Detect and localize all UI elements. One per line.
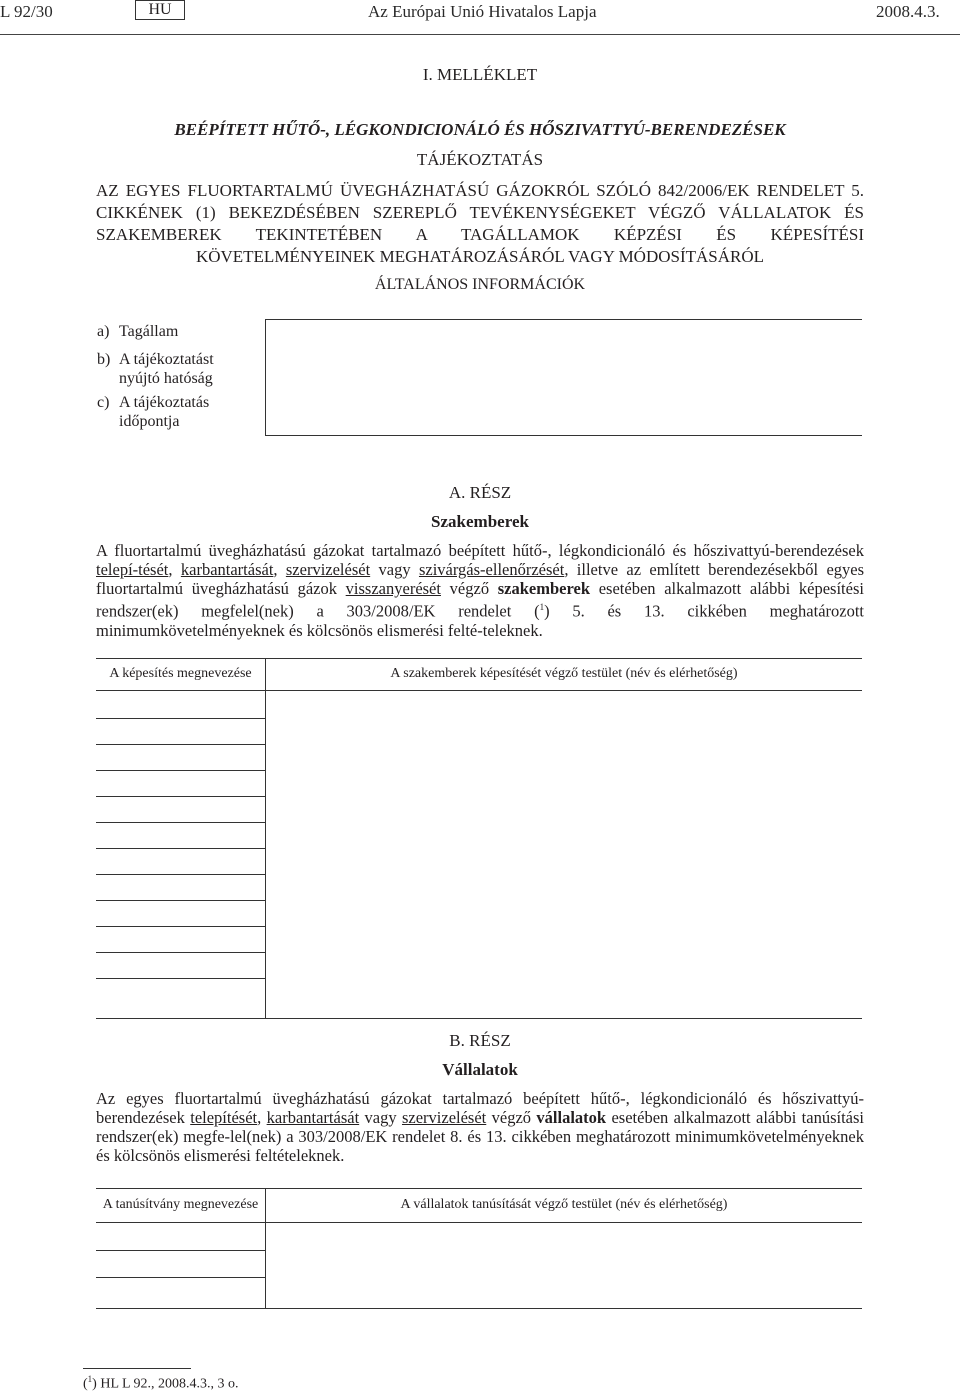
general-info-divider <box>265 319 266 435</box>
table-row <box>96 874 265 875</box>
certificate-name-header: A tanúsítvány megnevezése <box>102 1197 259 1212</box>
general-info-item-date <box>97 393 257 433</box>
part-b-paragraph: Az egyes fluortartalmú üvegházhatású gázokat tartalmazó beépített hűtő-, légkondicionáló és hőszivattyú-berendezések telepítését, karbantartását vagy szervizelését végző vállalatok esetében alkalmazott alábbi tanúsítási rendszer(ek) megfe-lel(nek) a 303/2008/EK rendelet 8. és 13. cikkében meghatározott minimumkövetelményeknek és kölcsönös elismerési feltételeknek. <box>96 1089 865 1165</box>
general-info-top-rule <box>265 319 862 320</box>
qualification-table-top-rule <box>96 658 862 659</box>
table-row <box>96 952 265 953</box>
certificate-table-top-rule <box>96 1188 862 1189</box>
general-info-item-member-state <box>97 322 257 342</box>
general-info-heading: ÁLTALÁNOS INFORMÁCIÓK <box>374 276 586 293</box>
regulation-title: AZ EGYES FLUORTARTALMÚ ÜVEGHÁZHATÁSÚ GÁZOKRÓL SZÓLÓ 842/2006/EK RENDELET 5. CIKKÉNEK (1) BEKEZDÉSÉBEN SZEREPLŐ TEVÉKENYSÉGEKET VÉGZŐ VÁLLALATOK ÉS SZAKEMBEREK TEKINTETÉBEN A TAGÁLLAMOK KÉPZÉSI ÉS KÉPESÍTÉSI KÖVETELMÉNYEINEK MEGHATÁROZÁSÁRÓL VAGY MÓDOSÍTÁSÁRÓL <box>96 181 864 266</box>
part-a-subtitle: Szakemberek <box>431 512 529 531</box>
header-divider <box>0 34 960 35</box>
table-row <box>96 1277 265 1278</box>
general-info-item-authority <box>97 350 257 390</box>
qualification-table-bottom-rule <box>96 1018 862 1019</box>
table-row <box>96 978 265 979</box>
table-row <box>96 770 265 771</box>
item-text: A tájékoztatás időpontja <box>119 394 210 430</box>
equipment-title: BEÉPÍTETT HŰTŐ-, LÉGKONDICIONÁLÓ ÉS HŐSZIVATTYÚ-BERENDEZÉSEK <box>174 120 786 139</box>
item-label: b) <box>97 351 111 368</box>
item-label: c) <box>97 394 110 411</box>
information-title: TÁJÉKOZTATÁS <box>416 150 544 169</box>
certificate-table-header-rule <box>96 1222 862 1223</box>
language-badge: HU <box>135 0 185 20</box>
part-a-title: A. RÉSZ <box>448 483 512 502</box>
qualification-body-header: A szakemberek képesítését végző testület (név és elérhetőség) <box>390 666 738 681</box>
footnote-divider <box>83 1368 191 1369</box>
table-row <box>96 718 265 719</box>
item-text: A tájékoztatást nyújtó hatóság <box>119 351 214 387</box>
part-b-title: B. RÉSZ <box>449 1031 511 1050</box>
qualification-table-column-divider <box>265 658 266 1018</box>
table-row <box>96 796 265 797</box>
table-row <box>96 900 265 901</box>
table-row <box>96 1250 265 1251</box>
publication-date: 2008.4.3. <box>876 2 940 21</box>
item-label: a) <box>97 323 110 340</box>
part-a-paragraph: A fluortartalmú üvegházhatású gázokat tartalmazó beépített hűtő-, légkondicionáló és hőszivattyú-berendezések telepí-tését, karbantartását, szervizelését vagy szivárgás-ellenőrzését, illetve az említett berendezésekből egyes fluortartalmú üvegházhatású gázok visszanyerését végző szakemberek esetében alkalmazott alábbi képesítési rendszer(ek) megfelel(nek) a 303/2008/EK rendelet ($^1$) 5. és 13. cikkében meghatározott minimumkövetelményeknek és kölcsönös elismerési felté-teleknek. <box>96 541 865 640</box>
item-text: Tagállam <box>119 323 179 340</box>
journal-title: Az Európai Unió Hivatalos Lapja <box>368 2 597 21</box>
footnote: ($^1$) HL L 92., 2008.4.3., 3 o. <box>83 1374 239 1392</box>
footnote-text: HL L 92., 2008.4.3., 3 o. <box>100 1376 239 1392</box>
page-reference: L 92/30 <box>0 2 53 21</box>
table-row <box>96 926 265 927</box>
part-b-subtitle: Vállalatok <box>442 1060 518 1079</box>
qualification-table-header-rule <box>96 690 862 691</box>
qualification-name-header: A képesítés megnevezése <box>109 666 252 681</box>
annex-title: I. MELLÉKLET <box>422 65 538 84</box>
footnote-reference: 1 <box>539 602 545 612</box>
general-info-bottom-rule <box>265 435 862 436</box>
footnote-mark: 1 <box>87 1374 93 1384</box>
table-row <box>96 822 265 823</box>
certificate-body-header: A vállalatok tanúsítását végző testület (név és elérhetőség) <box>400 1197 728 1212</box>
table-row <box>96 744 265 745</box>
certificate-table-bottom-rule <box>96 1308 862 1309</box>
table-row <box>96 848 265 849</box>
